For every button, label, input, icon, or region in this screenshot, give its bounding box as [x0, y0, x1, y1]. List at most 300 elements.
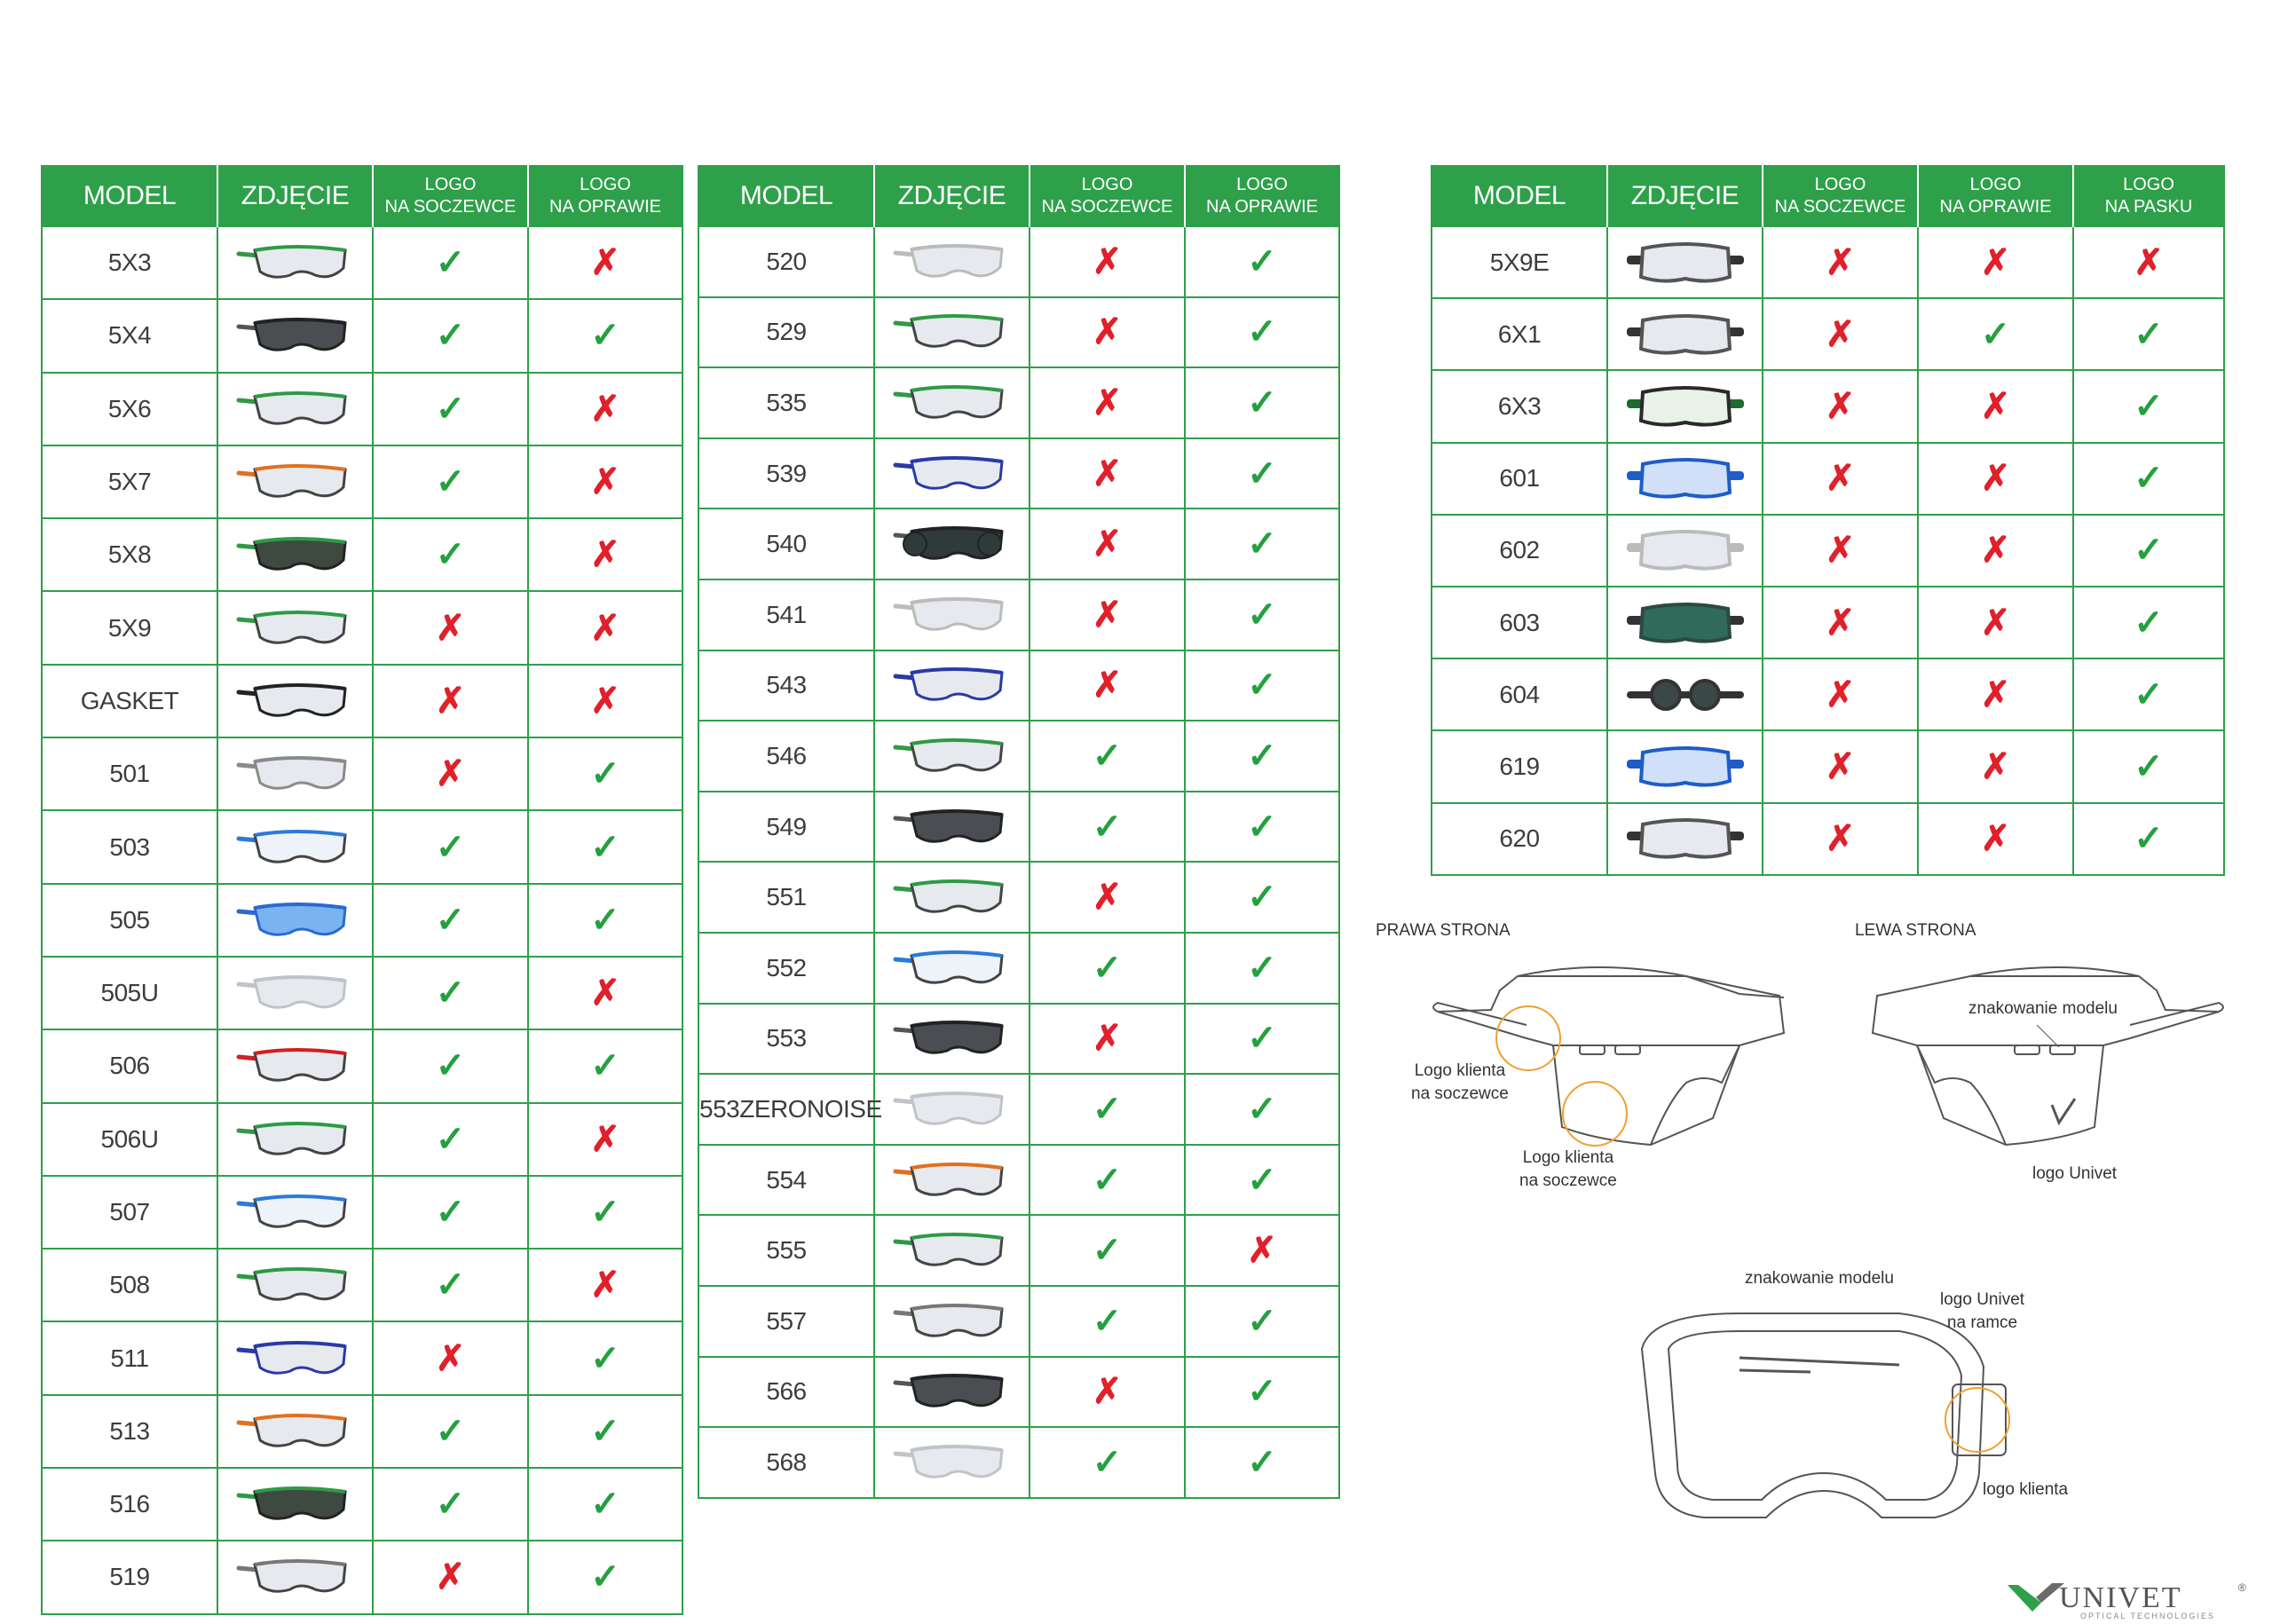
univet-logo-label: logo Univet: [2032, 1164, 2118, 1183]
logo-lens-cell: [373, 1321, 528, 1394]
photo-cell: [874, 367, 1030, 438]
cross-icon: ✗: [1247, 1231, 1277, 1271]
photo-cell: [217, 1541, 373, 1613]
logo-frame-cell: [1185, 721, 1339, 792]
logo-lens-cell: [1030, 933, 1185, 1004]
photo-cell: [217, 373, 373, 445]
check-icon: ✓: [435, 1265, 466, 1305]
table-row: [698, 438, 1339, 509]
logo-lens-cell: [373, 1029, 528, 1102]
logo-lens-cell: [373, 1249, 528, 1321]
model-marking-label-2: znakowanie modelu: [1745, 1269, 1894, 1288]
model-cell: 568: [698, 1427, 874, 1498]
logo-frame-cell: [1185, 792, 1339, 863]
check-icon: ✓: [1247, 312, 1277, 352]
product-photo: [890, 376, 1014, 430]
table-row: [1432, 730, 2224, 802]
cross-icon: ✗: [1092, 1019, 1123, 1059]
logo-strap-cell: [2073, 658, 2224, 730]
logo-lens-cell: [373, 1176, 528, 1249]
photo-cell: [217, 1321, 373, 1394]
model-cell: 5X4: [42, 299, 217, 372]
models-table-2: [698, 165, 1340, 1499]
photo-cell: [874, 1074, 1030, 1145]
product-photo: [233, 1113, 358, 1166]
logo-lens-cell: [1030, 721, 1185, 792]
check-icon: ✓: [1247, 1019, 1277, 1059]
cross-icon: ✗: [1980, 531, 2011, 571]
check-icon: ✓: [1092, 1231, 1123, 1271]
product-photo: [1623, 596, 1747, 650]
logo-lens-cell: [1763, 658, 1918, 730]
logo-lens-cell: [1763, 587, 1918, 658]
model-cell: 6X3: [1432, 370, 1607, 442]
table-row: [1432, 443, 2224, 515]
logo-lens-cell: [1763, 730, 1918, 802]
model-cell: 551: [698, 862, 874, 933]
cross-icon: ✗: [1825, 242, 1856, 282]
table-row: [698, 1145, 1339, 1216]
check-icon: ✓: [2134, 314, 2164, 354]
cross-icon: ✗: [435, 608, 466, 648]
logo-frame-cell: [1185, 226, 1339, 297]
cross-icon: ✗: [1092, 453, 1123, 493]
check-icon: ✓: [435, 389, 466, 429]
logo-lens-cell: [1763, 370, 1918, 442]
table-row: [42, 665, 682, 737]
photo-cell: [1607, 443, 1763, 515]
cross-icon: ✗: [1092, 1372, 1123, 1412]
check-icon: ✓: [1247, 736, 1277, 776]
cross-icon: ✗: [435, 681, 466, 721]
logo-frame-cell: [1185, 1145, 1339, 1216]
check-icon: ✓: [1092, 807, 1123, 847]
product-photo: [890, 1224, 1014, 1277]
table-row: [42, 1541, 682, 1613]
table-row: [42, 518, 682, 591]
check-icon: ✓: [435, 1119, 466, 1159]
left-side-title: LEWA STRONA: [1855, 921, 1976, 940]
logo-frame-cell: [1185, 579, 1339, 650]
logo-strap-cell: [2073, 298, 2224, 370]
logo-frame-cell: [1185, 1215, 1339, 1286]
logo-lens-cell: [373, 226, 528, 299]
logo-frame-cell: [528, 737, 682, 810]
photo-cell: [874, 1286, 1030, 1357]
table-row: [1432, 515, 2224, 587]
check-icon: ✓: [1092, 1089, 1123, 1129]
table-row: [698, 579, 1339, 650]
product-photo: [233, 894, 358, 947]
model-cell: 516: [42, 1468, 217, 1541]
logo-lens-cell: [1030, 1427, 1185, 1498]
cross-icon: ✗: [590, 1119, 620, 1159]
logo-lens-cell: [1030, 1286, 1185, 1357]
logo-lens-cell: [1030, 367, 1185, 438]
check-icon: ✓: [590, 1046, 620, 1086]
logo-frame-cell: [528, 226, 682, 299]
model-cell: 552: [698, 933, 874, 1004]
table-row: [42, 226, 682, 299]
check-icon: ✓: [1247, 1372, 1277, 1412]
client-logo-lens-label-1: Logo klienta na soczewce: [1411, 1061, 1509, 1103]
model-cell: 506: [42, 1029, 217, 1102]
product-photo: [233, 309, 358, 362]
cross-icon: ✗: [1980, 746, 2011, 786]
table-row: [1432, 803, 2224, 875]
logo-frame-cell: [1185, 1074, 1339, 1145]
check-icon: ✓: [1092, 948, 1123, 988]
header-logo-lens: LOGO NA SOCZEWCE: [1763, 166, 1918, 226]
photo-cell: [874, 438, 1030, 509]
photo-cell: [217, 1468, 373, 1541]
product-photo: [233, 602, 358, 655]
logo-lens-cell: [1030, 297, 1185, 368]
cross-icon: ✗: [435, 754, 466, 794]
check-icon: ✓: [2134, 674, 2164, 714]
check-icon: ✓: [1092, 1442, 1123, 1482]
check-icon: ✓: [590, 827, 620, 867]
photo-cell: [217, 445, 373, 518]
brand-registered: ®: [2238, 1581, 2246, 1594]
product-photo: [890, 1012, 1014, 1065]
table-row: [698, 226, 1339, 297]
logo-strap-cell: [2073, 443, 2224, 515]
logo-frame-cell: [528, 373, 682, 445]
logo-strap-cell: [2073, 370, 2224, 442]
logo-frame-cell: [1185, 933, 1339, 1004]
check-icon: ✓: [435, 243, 466, 283]
logo-frame-cell: [528, 445, 682, 518]
logo-lens-cell: [373, 373, 528, 445]
logo-lens-cell: [1030, 438, 1185, 509]
cross-icon: ✗: [1980, 242, 2011, 282]
table-row: [698, 1357, 1339, 1428]
photo-cell: [217, 591, 373, 664]
product-photo: [890, 871, 1014, 924]
logo-frame-cell: [1918, 803, 2073, 875]
photo-cell: [874, 579, 1030, 650]
table-row: [42, 1176, 682, 1249]
photo-cell: [1607, 370, 1763, 442]
table-row: [42, 591, 682, 664]
model-cell: 535: [698, 367, 874, 438]
product-photo: [890, 1365, 1014, 1418]
photo-cell: [1607, 658, 1763, 730]
brand-name: UNIVET: [2059, 1581, 2182, 1614]
photo-cell: [874, 226, 1030, 297]
product-photo: [233, 1550, 358, 1604]
cross-icon: ✗: [1825, 386, 1856, 426]
check-icon: ✓: [2134, 386, 2164, 426]
product-photo: [233, 674, 358, 728]
cross-icon: ✗: [1825, 314, 1856, 354]
univet-brand-logo: [2006, 1580, 2254, 1624]
model-cell: 604: [1432, 658, 1607, 730]
model-cell: 620: [1432, 803, 1607, 875]
logo-frame-cell: [528, 1321, 682, 1394]
logo-frame-cell: [1185, 1286, 1339, 1357]
table-row: [42, 957, 682, 1029]
check-icon: ✓: [590, 754, 620, 794]
logo-frame-cell: [528, 1029, 682, 1102]
logo-lens-cell: [373, 518, 528, 591]
cross-icon: ✗: [590, 535, 620, 575]
model-cell: 601: [1432, 443, 1607, 515]
table-row: [42, 810, 682, 883]
logo-lens-cell: [1030, 650, 1185, 721]
check-icon: ✓: [1247, 1160, 1277, 1200]
cross-icon: ✗: [1825, 531, 1856, 571]
model-cell: 553ZERONOISE: [698, 1074, 874, 1145]
header-photo: ZDJĘCIE: [874, 166, 1030, 226]
logo-frame-cell: [528, 884, 682, 957]
cross-icon: ✗: [435, 1338, 466, 1378]
photo-cell: [217, 737, 373, 810]
logo-lens-cell: [373, 445, 528, 518]
check-icon: ✓: [590, 1338, 620, 1378]
product-photo: [890, 1295, 1014, 1348]
model-cell: 513: [42, 1395, 217, 1468]
logo-lens-cell: [1030, 792, 1185, 863]
table-row: [1432, 587, 2224, 658]
cross-icon: ✗: [1092, 312, 1123, 352]
check-icon: ✓: [435, 827, 466, 867]
model-cell: 529: [698, 297, 874, 368]
product-photo: [233, 1332, 358, 1385]
photo-cell: [217, 957, 373, 1029]
photo-cell: [217, 665, 373, 737]
product-photo: [233, 528, 358, 581]
logo-lens-cell: [373, 884, 528, 957]
cross-icon: ✗: [1980, 603, 2011, 643]
logo-frame-cell: [528, 1541, 682, 1613]
logo-frame-cell: [528, 1468, 682, 1541]
model-cell: 602: [1432, 515, 1607, 587]
header-photo: ZDJĘCIE: [217, 166, 373, 226]
cross-icon: ✗: [590, 243, 620, 283]
table-header: [42, 166, 682, 226]
photo-cell: [874, 1427, 1030, 1498]
check-icon: ✓: [590, 900, 620, 940]
logo-lens-cell: [373, 1395, 528, 1468]
cross-icon: ✗: [1092, 524, 1123, 564]
table-row: [42, 1029, 682, 1102]
table-row: [698, 1286, 1339, 1357]
photo-cell: [874, 792, 1030, 863]
product-photo: [890, 729, 1014, 783]
photo-cell: [217, 810, 373, 883]
check-icon: ✓: [435, 900, 466, 940]
photo-cell: [1607, 226, 1763, 298]
product-photo: [890, 235, 1014, 288]
models-table-1: [41, 165, 683, 1615]
cross-icon: ✗: [1092, 666, 1123, 706]
client-logo-lens-label-2: Logo klienta na soczewce: [1519, 1148, 1617, 1190]
table-row: [698, 1074, 1339, 1145]
model-cell: 506U: [42, 1103, 217, 1176]
table-row: [698, 1427, 1339, 1498]
cross-icon: ✗: [1825, 674, 1856, 714]
logo-lens-cell: [373, 665, 528, 737]
table-row: [698, 1215, 1339, 1286]
check-icon: ✓: [590, 1557, 620, 1597]
photo-cell: [1607, 730, 1763, 802]
check-icon: ✓: [1247, 524, 1277, 564]
logo-frame-cell: [528, 1395, 682, 1468]
product-photo: [1623, 668, 1747, 721]
logo-frame-cell: [1918, 515, 2073, 587]
model-cell: 5X7: [42, 445, 217, 518]
cross-icon: ✗: [590, 681, 620, 721]
check-icon: ✓: [1247, 666, 1277, 706]
check-icon: ✓: [435, 1485, 466, 1525]
header-logo-frame: LOGO NA OPRAWIE: [528, 166, 682, 226]
photo-cell: [874, 1145, 1030, 1216]
model-cell: 508: [42, 1249, 217, 1321]
cross-icon: ✗: [1092, 382, 1123, 422]
table-row: [1432, 298, 2224, 370]
product-photo: [890, 447, 1014, 501]
check-icon: ✓: [435, 974, 466, 1013]
model-cell: 566: [698, 1357, 874, 1428]
logo-lens-cell: [373, 591, 528, 664]
check-icon: ✓: [435, 1193, 466, 1232]
logo-frame-cell: [1918, 226, 2073, 298]
logo-strap-cell: [2073, 515, 2224, 587]
logo-frame-cell: [528, 810, 682, 883]
product-photo: [890, 588, 1014, 642]
model-cell: 505: [42, 884, 217, 957]
cross-icon: ✗: [1092, 241, 1123, 281]
header-model: MODEL: [1432, 166, 1607, 226]
check-icon: ✓: [590, 1411, 620, 1451]
check-icon: ✓: [2134, 746, 2164, 786]
check-icon: ✓: [435, 535, 466, 575]
check-icon: ✓: [590, 1485, 620, 1525]
cross-icon: ✗: [1092, 595, 1123, 635]
logo-lens-cell: [1030, 508, 1185, 579]
model-cell: 511: [42, 1321, 217, 1394]
logo-lens-cell: [1030, 226, 1185, 297]
cross-icon: ✗: [590, 462, 620, 502]
spectacles-right-side-drawing: [1420, 941, 1810, 1171]
check-icon: ✓: [1092, 1160, 1123, 1200]
check-icon: ✓: [1247, 948, 1277, 988]
logo-strap-cell: [2073, 226, 2224, 298]
logo-frame-cell: [528, 518, 682, 591]
model-cell: 557: [698, 1286, 874, 1357]
photo-cell: [217, 518, 373, 591]
cross-icon: ✗: [1980, 459, 2011, 499]
check-icon: ✓: [1247, 382, 1277, 422]
cross-icon: ✗: [1980, 819, 2011, 859]
model-cell: 546: [698, 721, 874, 792]
check-icon: ✓: [2134, 819, 2164, 859]
model-cell: 5X3: [42, 226, 217, 299]
photo-cell: [1607, 803, 1763, 875]
logo-frame-cell: [1918, 658, 2073, 730]
check-icon: ✓: [1247, 1442, 1277, 1482]
model-marking-label-1: znakowanie modelu: [1968, 999, 2118, 1018]
product-photo: [1623, 308, 1747, 361]
logo-frame-cell: [528, 591, 682, 664]
header-logo-lens: LOGO NA SOCZEWCE: [1030, 166, 1185, 226]
cross-icon: ✗: [435, 1557, 466, 1597]
model-cell: 6X1: [1432, 298, 1607, 370]
header-logo-frame: LOGO NA OPRAWIE: [1185, 166, 1339, 226]
header-logo-frame: LOGO NA OPRAWIE: [1918, 166, 2073, 226]
check-icon: ✓: [435, 1411, 466, 1451]
product-photo: [233, 966, 358, 1020]
table-row: [698, 1004, 1339, 1075]
table-row: [42, 1249, 682, 1321]
check-icon: ✓: [590, 316, 620, 356]
table-row: [42, 373, 682, 445]
check-icon: ✓: [2134, 603, 2164, 643]
logo-frame-cell: [1918, 298, 2073, 370]
model-cell: 553: [698, 1004, 874, 1075]
logo-lens-cell: [373, 810, 528, 883]
product-photo: [1623, 380, 1747, 433]
photo-cell: [874, 1357, 1030, 1428]
product-photo: [233, 1478, 358, 1531]
photo-cell: [217, 1103, 373, 1176]
table-row: [42, 1395, 682, 1468]
table-row: [42, 1103, 682, 1176]
logo-lens-cell: [1030, 1004, 1185, 1075]
photo-cell: [874, 1215, 1030, 1286]
product-photo: [890, 1436, 1014, 1489]
right-side-title: PRAWA STRONA: [1376, 921, 1511, 940]
model-cell: 5X9E: [1432, 226, 1607, 298]
product-photo: [233, 1258, 358, 1312]
photo-cell: [1607, 587, 1763, 658]
cross-icon: ✗: [1825, 819, 1856, 859]
model-cell: 540: [698, 508, 874, 579]
check-icon: ✓: [2134, 531, 2164, 571]
table-row: [42, 884, 682, 957]
photo-cell: [217, 1029, 373, 1102]
check-icon: ✓: [435, 316, 466, 356]
check-icon: ✓: [1980, 314, 2011, 354]
product-photo: [233, 1405, 358, 1458]
model-cell: 503: [42, 810, 217, 883]
cross-icon: ✗: [1980, 386, 2011, 426]
photo-cell: [217, 1395, 373, 1468]
photo-cell: [874, 650, 1030, 721]
logo-lens-cell: [373, 1541, 528, 1613]
photo-cell: [1607, 298, 1763, 370]
table-header: [698, 166, 1339, 226]
product-photo: [890, 658, 1014, 712]
product-photo: [233, 821, 358, 874]
logo-frame-cell: [1918, 587, 2073, 658]
photo-cell: [874, 862, 1030, 933]
table-row: [698, 367, 1339, 438]
logo-lens-cell: [1030, 1074, 1185, 1145]
model-cell: 505U: [42, 957, 217, 1029]
cross-icon: ✗: [590, 974, 620, 1013]
product-photo: [890, 1154, 1014, 1207]
logo-lens-cell: [1030, 579, 1185, 650]
product-photo: [233, 747, 358, 800]
cross-icon: ✗: [1980, 674, 2011, 714]
brand-tagline: OPTICAL TECHNOLOGIES: [2080, 1612, 2216, 1620]
logo-lens-cell: [373, 1468, 528, 1541]
logo-lens-cell: [373, 957, 528, 1029]
check-icon: ✓: [590, 1193, 620, 1232]
